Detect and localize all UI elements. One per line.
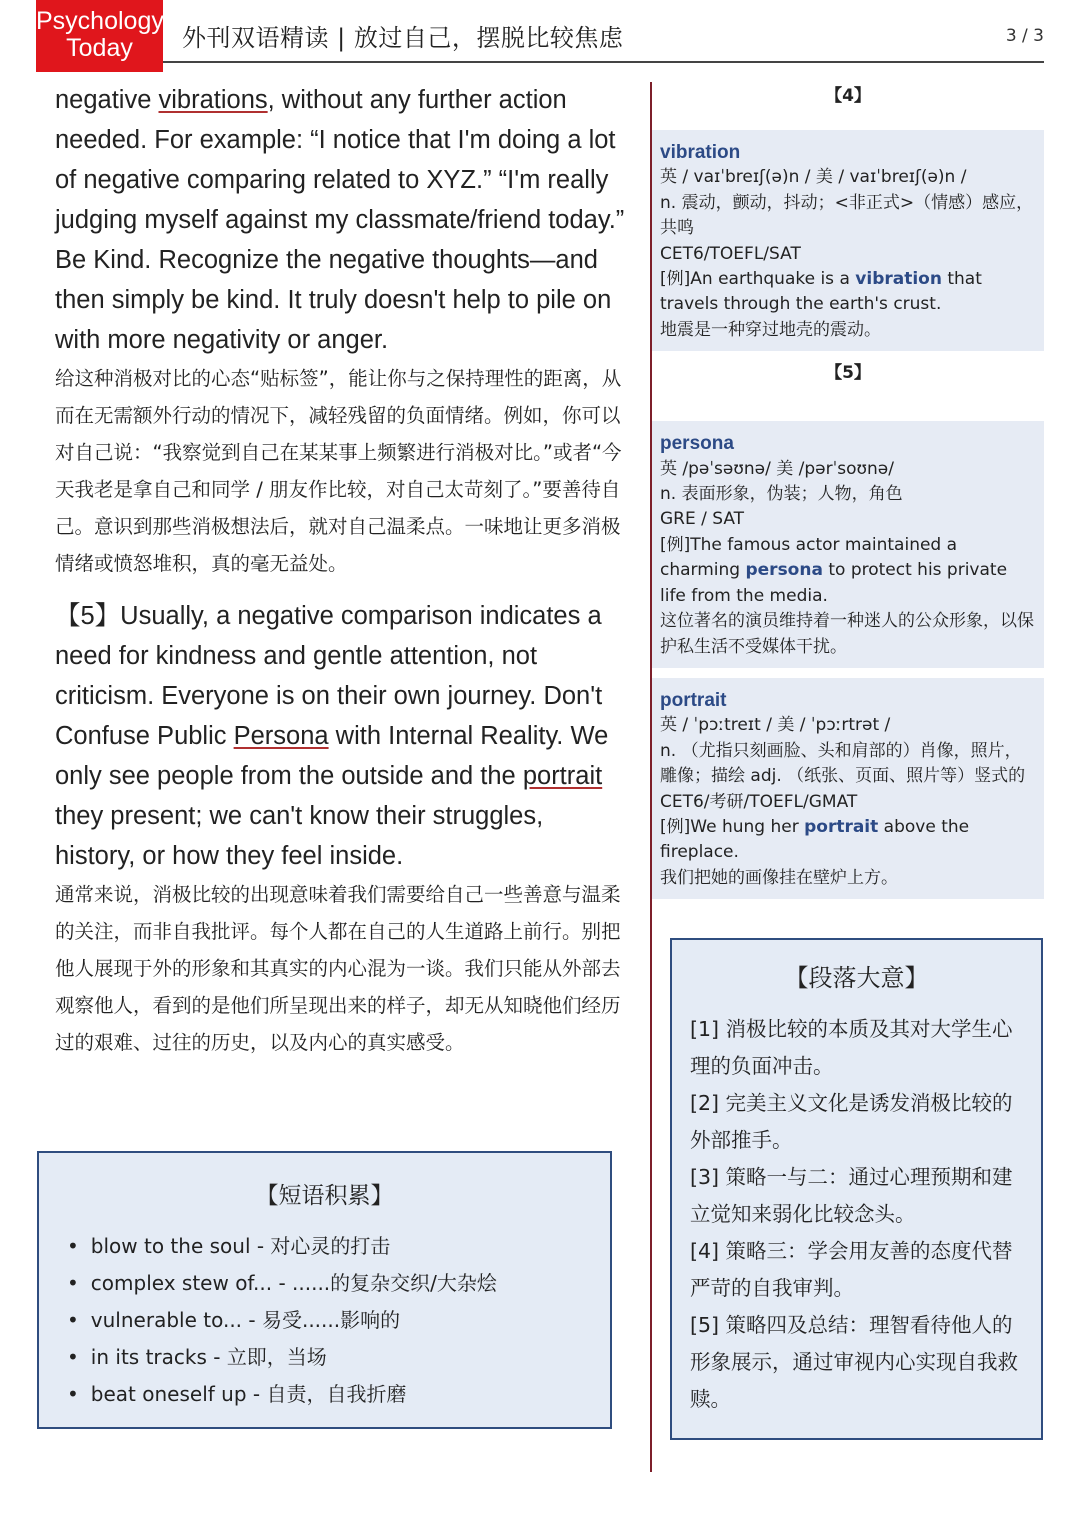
vocab-example — [660, 533, 1036, 609]
psychology-today-logo — [36, 0, 163, 72]
article-column — [55, 80, 630, 1061]
vocab-phonetic: 英 /pəˈsəʊnə/ 美 /pərˈsoʊnə/ — [660, 458, 894, 479]
vocab-example — [660, 815, 1036, 866]
vocab-example — [660, 267, 1036, 318]
vocab-column — [652, 80, 1044, 899]
text-span: with Internal Reality. We only see people from the outside and the — [55, 722, 609, 790]
vocab-exam: GRE / SAT — [660, 509, 745, 530]
phrase-item: • vulnerable to... - 易受......影响的 — [67, 1302, 610, 1339]
summary-item: [3] 策略一与二：通过心理预期和建立觉知来弱化比较念头。 — [690, 1165, 1013, 1226]
vocab-definition: n. （尤指只刻画脸、头和肩部的）肖像，照片，雕像；描绘 adj. （纸张、页面、照片等）竖式的 — [660, 740, 1026, 787]
text-span: negative — [55, 86, 159, 114]
vocab-example-translation: 这位著名的演员维持着一种迷人的公众形象，以保护私生活不受媒体干扰。 — [660, 611, 1034, 657]
logo-line-2: Today — [66, 34, 133, 62]
text-span: they present; we can't know their struggles, history, or how they feel inside. — [55, 802, 544, 870]
paragraph-5-english — [55, 596, 630, 876]
summary-title: 【段落大意】 — [784, 964, 929, 992]
keyword-vibrations: vibrations — [158, 86, 268, 114]
phrase-item: • in its tracks - 立即，当场 — [67, 1339, 610, 1376]
header-rule — [163, 61, 1044, 63]
phrase-item: • blow to the soul - 对心灵的打击 — [67, 1228, 610, 1265]
paragraph-4-chinese: 给这种消极对比的心态“贴标签”，能让你与之保持理性的距离，从而在无需额外行动的情况下，减轻残留的负面情绪。例如，你可以对自己说：“我察觉到自己在某某事上频繁进行消极对比。”或者“今天我老是拿自己和同学 / 朋友作比较，对自己太苛刻了。”要善待自己。意识到那些消极想法后，就对自己温柔点。一味地让更多消极情绪或愤怒堆积，真的毫无益处。 — [55, 367, 622, 575]
vocab-word: vibration — [660, 142, 741, 163]
vocab-word: persona — [660, 433, 734, 455]
keyword-persona: Persona — [233, 722, 329, 750]
page-number: 3 / 3 — [1005, 26, 1044, 46]
phrase-list — [67, 1228, 610, 1413]
text-span: 【5】Usually, a negative comparison indicates a need for kindness and gentle attention, not criticism. Everyone is on their own journey. Don't Confuse Public — [55, 602, 603, 750]
paragraph-4-english — [55, 80, 630, 360]
vocab-example-translation: 我们把她的画像挂在壁炉上方。 — [660, 867, 898, 888]
summary-item: [4] 策略三：学会用友善的态度代替严苛的自我审判。 — [690, 1239, 1013, 1300]
text-span: that travels through the earth's crust. — [660, 269, 982, 315]
summary-item: [1] 消极比较的本质及其对大学生心理的负面冲击。 — [690, 1017, 1013, 1078]
highlight-word: vibration — [855, 269, 942, 290]
vocab-example-translation: 地震是一种穿过地壳的震动。 — [660, 319, 881, 340]
vocab-card-vibration — [652, 130, 1044, 351]
highlight-word: persona — [745, 560, 823, 581]
text-span: [例]An earthquake is a — [660, 269, 856, 290]
section-marker-4: 【4】 — [825, 86, 871, 106]
phrase-box — [37, 1151, 612, 1429]
vocab-phonetic: 英 / ˈpɔːtreɪt / 美 / ˈpɔːrtrət / — [660, 715, 891, 736]
logo-line-1: Psychology — [36, 7, 164, 35]
text-span: to protect his private life from the media. — [660, 560, 1008, 606]
phrase-box-title: 【短语积累】 — [255, 1183, 394, 1209]
section-marker-5: 【5】 — [825, 363, 871, 384]
paragraph-5-chinese: 通常来说，消极比较的出现意味着我们需要给自己一些善意与温柔的关注，而非自我批评。每个人都在自己的人生道路上前行。别把他人展现于外的形象和其真实的内心混为一谈。我们只能从外部去观察他人，看到的是他们所呈现出来的样子，却无从知晓他们经历过的艰难、过往的历史，以及内心的真实感受。 — [55, 883, 621, 1054]
vocab-definition: n. 震动，颤动，抖动；<非正式>（情感）感应，共鸣 — [660, 192, 1034, 239]
vocab-card-portrait — [652, 678, 1044, 899]
vocab-exam: CET6/TOEFL/SAT — [660, 243, 801, 264]
keyword-portrait: portrait — [522, 762, 603, 790]
page-title: 外刊双语精读 | 放过自己，摆脱比较焦虑 — [182, 24, 624, 52]
vocab-exam: CET6/考研/TOEFL/GMAT — [660, 791, 858, 812]
phrase-item: • complex stew of... - ......的复杂交织/大杂烩 — [67, 1265, 610, 1302]
text-span: [例]The famous actor maintained a charming — [660, 534, 958, 581]
vocab-card-persona — [652, 421, 1044, 668]
summary-item: [5] 策略四及总结：理智看待他人的形象展示，通过审视内心实现自我救赎。 — [690, 1313, 1018, 1411]
text-span: , without any further action needed. For example: “I notice that I'm doing a lot of negative comparing related to XYZ.” “I'm really judging myself against my classmate/friend today.” Be Kind. Recognize the negative thoughts—and then simply be kind. It truly doesn't help to pile on with more negativity or anger. — [55, 86, 625, 354]
summary-box — [670, 938, 1043, 1440]
phrase-item: • beat oneself up - 自责，自我折磨 — [67, 1376, 610, 1413]
text-span: above the fireplace. — [660, 816, 970, 863]
text-span: [例]We hung her — [660, 816, 805, 837]
summary-item: [2] 完美主义文化是诱发消极比较的外部推手。 — [690, 1091, 1013, 1152]
vocab-phonetic: 英 / vaɪˈbreɪʃ(ə)n / 美 / vaɪˈbreɪʃ(ə)n / — [660, 167, 967, 188]
highlight-word: portrait — [804, 816, 879, 837]
vocab-word: portrait — [660, 689, 727, 711]
vocab-definition: n. 表面形象，伪装；人物，角色 — [660, 484, 903, 505]
